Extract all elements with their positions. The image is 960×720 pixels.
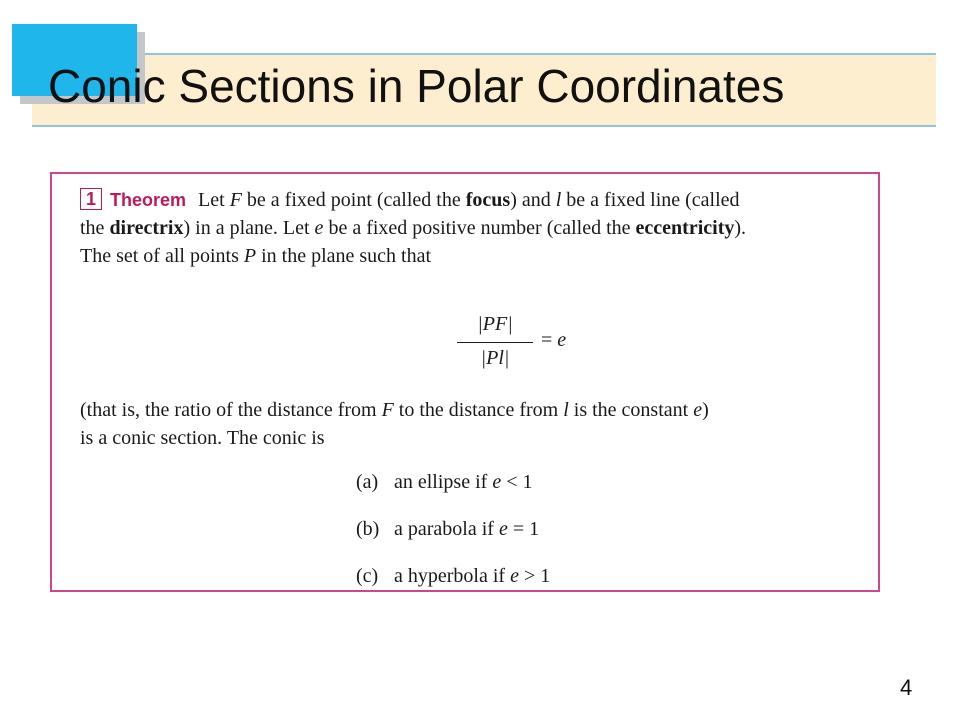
text: ). <box>734 217 747 239</box>
var-e: e <box>510 565 519 587</box>
theorem-paragraph-2 <box>80 396 870 452</box>
theorem-number-badge: 1 <box>80 188 102 210</box>
text: is the constant <box>568 399 694 421</box>
text: be a fixed point (called the <box>241 189 466 211</box>
term-focus: focus <box>465 189 511 211</box>
formula-denominator: |Pl| <box>480 347 510 369</box>
theorem-content <box>80 186 870 587</box>
var-l: l <box>563 399 569 421</box>
case-text: an ellipse if <box>394 471 493 493</box>
page-number: 4 <box>900 675 913 700</box>
theorem-line-5: is a conic section. The conic is <box>80 427 325 449</box>
case-parabola <box>356 515 756 543</box>
case-label: (b) <box>356 518 380 540</box>
case-label: (c) <box>356 565 379 587</box>
case-label: (a) <box>356 471 379 493</box>
case-ellipse <box>356 468 756 496</box>
theorem-line-3 <box>80 242 870 270</box>
formula-equals <box>541 328 566 352</box>
theorem-line-1 <box>80 186 870 214</box>
var-l: l <box>555 189 562 211</box>
var-F: F <box>229 189 242 211</box>
fraction-bar <box>457 342 533 343</box>
var-F: F <box>381 399 394 421</box>
var-e: e <box>492 471 502 493</box>
text: The set of all points <box>80 245 244 267</box>
text: the <box>80 217 110 239</box>
formula-numerator: |PF| <box>477 313 513 335</box>
formula-rhs: e <box>557 329 567 351</box>
var-e: e <box>498 518 508 540</box>
term-directrix: directrix <box>109 217 184 239</box>
case-condition: > 1 <box>518 565 551 587</box>
text: be a fixed positive number (called the <box>323 217 636 239</box>
theorem-box <box>50 172 880 592</box>
case-text: a hyperbola if <box>394 565 511 587</box>
case-hyperbola <box>356 562 756 590</box>
case-condition: = 1 <box>507 518 540 540</box>
case-condition: < 1 <box>501 471 533 493</box>
text: (that is, the ratio of the distance from <box>80 399 382 421</box>
ratio-formula <box>455 312 655 382</box>
theorem-line-2 <box>80 214 870 242</box>
theorem-line-4 <box>80 396 870 424</box>
conic-cases-list <box>356 468 756 609</box>
text: ) in a plane. Let <box>183 217 315 239</box>
theorem-label: Theorem <box>110 190 187 210</box>
text: Let <box>198 189 230 211</box>
var-P: P <box>243 245 257 267</box>
text: ) and <box>510 189 556 211</box>
case-text: a parabola if <box>394 518 499 540</box>
var-e: e <box>314 217 324 239</box>
text: ) <box>702 399 709 421</box>
text: in the plane such that <box>256 245 432 267</box>
term-eccentricity: eccentricity <box>635 217 735 239</box>
var-e: e <box>693 399 703 421</box>
equals-sign: = <box>541 329 558 351</box>
text: to the distance from <box>393 399 564 421</box>
text: be a fixed line (called <box>561 189 740 211</box>
slide-title: Conic Sections in Polar Coordinates <box>48 60 785 112</box>
